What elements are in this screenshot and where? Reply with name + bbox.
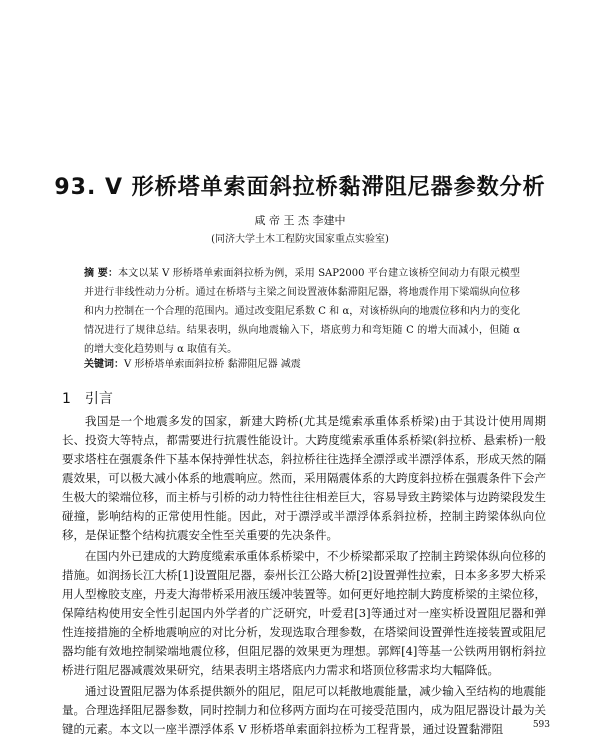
paragraph: 我国是一个地震多发的国家，新建大跨桥(尤其是缆索承重体系桥梁)由于其设计使用周期长、投资大等特点，都需要进行抗震性能设计。大跨度缆索承重体系桥梁(斜拉桥、悬索桥)一般要求塔柱在强震条件下基本保持弹性状态，斜拉桥往往选择全漂浮或半漂浮体系，形成天然的隔震效果，可以极大减小体系的地震响应。然而，采用隔震体系的大跨度斜拉桥在强震条件下会产生极大的梁端位移，而主桥与引桥的动力特性往往相差巨大，容易导致主跨梁体与边跨梁段发生碰撞，影响结构的正常使用性能。因此，对于漂浮或半漂浮体系斜拉桥，控制主跨梁体纵向位移，是保证整个结构抗震安全性至关重要的先决条件。 [62, 414, 546, 542]
section-title: 引言 [84, 391, 113, 407]
abstract-label: 摘 要： [84, 268, 119, 279]
paragraph: 通过设置阻尼器为体系提供额外的阻尼，阻尼可以耗散地震能量，减少输入至结构的地震能量。合理选择阻尼器参数，同时控制力和位移两方面均在可接受范围内，成为阻尼器设计最为关键的元素。本文以一座半漂浮体系 V 形桥塔单索面斜拉桥为工程背景，通过设置黏滞阻 [62, 684, 546, 736]
page-number: 593 [532, 720, 550, 730]
abstract-text: 本文以某 V 形桥塔单索面斜拉桥为例，采用 SAP2000 平台建立该桥空间动力有限元模型并进行非线性动力分析。通过在桥塔与主梁之间设置液体黏滞阻尼器，将地震作用下梁端纵向位移和内力控制在一个合理的范围内。通过改变阻尼系数 C 和 α，对该桥纵向的地震位移和内力的变化情况进行了规律总结。结果表明，纵向地震输入下，塔底剪力和弯矩随 C 的增大而减小，但随 α 的增大变化趋势则与 α 取值有关。 [84, 268, 521, 355]
abstract [84, 264, 520, 359]
paper-affiliation: (同济大学土木工程防灾国家重点实验室) [211, 234, 389, 245]
keywords-text: V 形桥塔单索面斜拉桥 黏滞阻尼器 减震 [124, 359, 301, 370]
paper-title: 93. V 形桥塔单索面斜拉桥黏滞阻尼器参数分析 [54, 175, 546, 200]
section-heading [62, 388, 113, 408]
paragraph: 在国内外已建成的大跨度缆索承重体系桥梁中，不少桥梁都采取了控制主跨梁体纵向位移的措施。如润扬长江大桥[1]设置阻尼器，泰州长江公路大桥[2]设置弹性拉索，日本多多罗大桥采用人型橡胶支座，丹麦大海带桥采用液压缓冲装置等。如何更好地控制大跨度桥梁的主梁位移，保障结构使用安全性引起国内外学者的广泛研究，叶爱君[3]等通过对一座实桥设置阻尼器和弹性连接措施的全桥地震响应的对比分析，发现选取合理参数，在塔梁间设置弹性连接装置或阻尼器均能有效地控制梁端地震位移，但阻尼器的效果更为理想。郭辉[4]等基一公铁两用钢桁斜拉桥进行阻尼器减震效果研究，结果表明主塔塔底内力需求和塔顶位移需求均大幅降低。 [62, 549, 546, 677]
keywords [84, 355, 520, 370]
body-text [62, 412, 546, 741]
keywords-label: 关键词： [84, 359, 124, 370]
paper-authors: 咸 帝 王 杰 李建中 [254, 214, 346, 227]
section-number: 1 [62, 391, 71, 407]
